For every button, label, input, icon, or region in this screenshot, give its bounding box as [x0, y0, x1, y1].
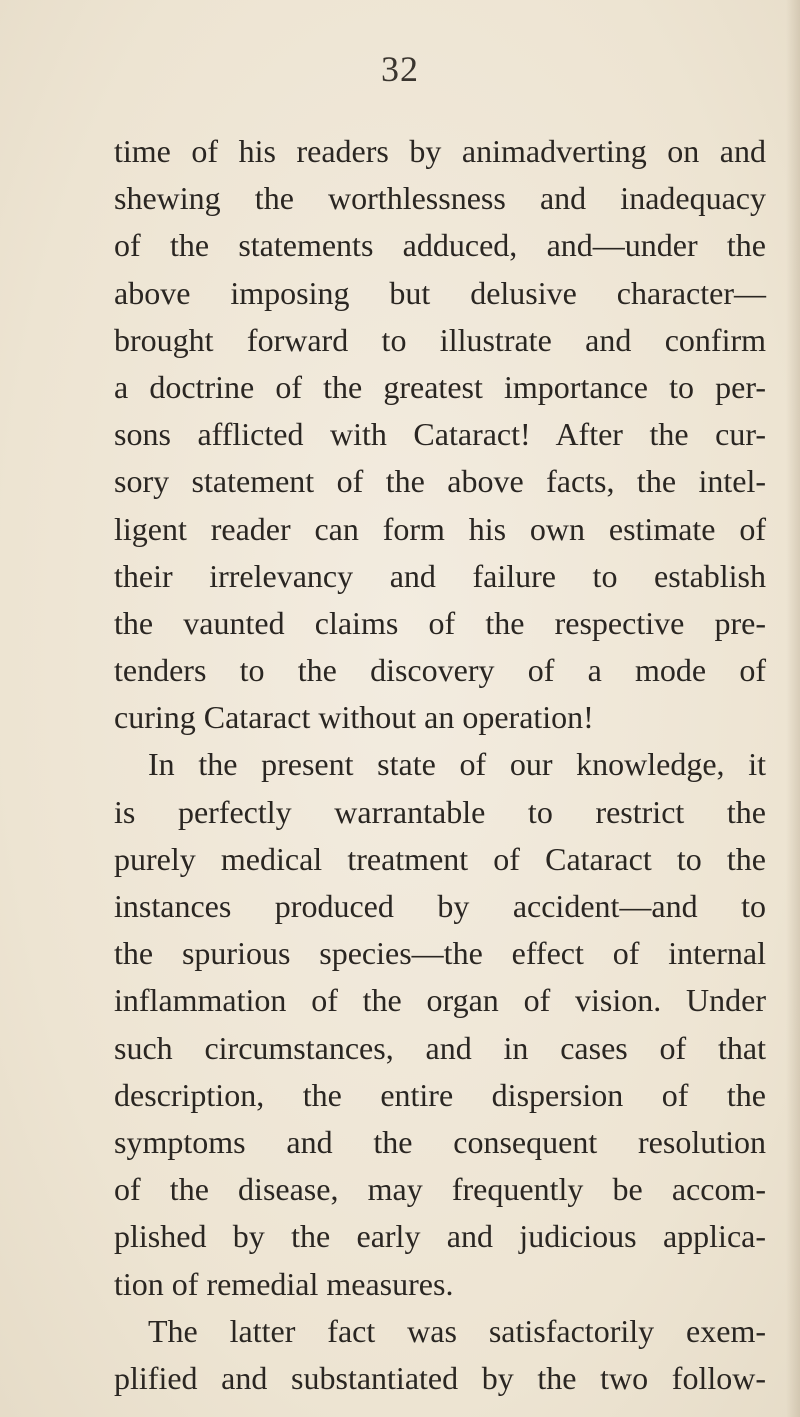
text-line: the spurious species—the effect of internal: [114, 935, 766, 972]
text-line: of the statements adduced, and—under the: [114, 227, 766, 264]
text-line: above imposing but delusive character—: [114, 274, 766, 311]
text-line: brought forward to illustrate and confirm: [114, 321, 766, 358]
text-line: a doctrine of the greatest importance to per-: [114, 368, 766, 405]
text-line: the vaunted claims of the respective pre-: [114, 604, 766, 641]
body-text: [114, 128, 766, 1402]
page-number: 32: [381, 49, 419, 89]
text-line: shewing the worthlessness and inadequacy: [114, 180, 766, 217]
text-line: of the disease, may frequently be accom-: [114, 1171, 766, 1208]
text-line: In the present state of our knowledge, it: [148, 746, 766, 783]
text-line: purely medical treatment of Cataract to the: [114, 840, 766, 877]
text-line: instances produced by accident—and to: [114, 888, 766, 924]
text-line: plished by the early and judicious applica-: [114, 1218, 766, 1255]
text-line: tion of remedial measures.: [114, 1265, 454, 1302]
text-line: plified and substantiated by the two follow-: [114, 1359, 766, 1396]
text-line: such circumstances, and in cases of that: [114, 1029, 766, 1066]
page-edge-shadow: [786, 0, 800, 1417]
text-line: sory statement of the above facts, the intel-: [114, 463, 766, 500]
text-line: sons afflicted with Cataract! After the cur-: [114, 416, 766, 453]
text-line: curing Cataract without an operation!: [114, 699, 594, 736]
text-line: description, the entire dispersion of the: [114, 1076, 766, 1113]
text-line: time of his readers by animadverting on and: [114, 133, 766, 169]
text-line: inflammation of the organ of vision. Under: [114, 982, 766, 1019]
text-line: tenders to the discovery of a mode of: [114, 652, 766, 689]
text-line: is perfectly warrantable to restrict the: [114, 793, 766, 830]
text-line: ligent reader can form his own estimate of: [114, 510, 766, 547]
text-line: The latter fact was satisfactorily exem-: [148, 1312, 766, 1349]
text-line: symptoms and the consequent resolution: [114, 1123, 766, 1160]
text-line: their irrelevancy and failure to establish: [114, 557, 766, 594]
